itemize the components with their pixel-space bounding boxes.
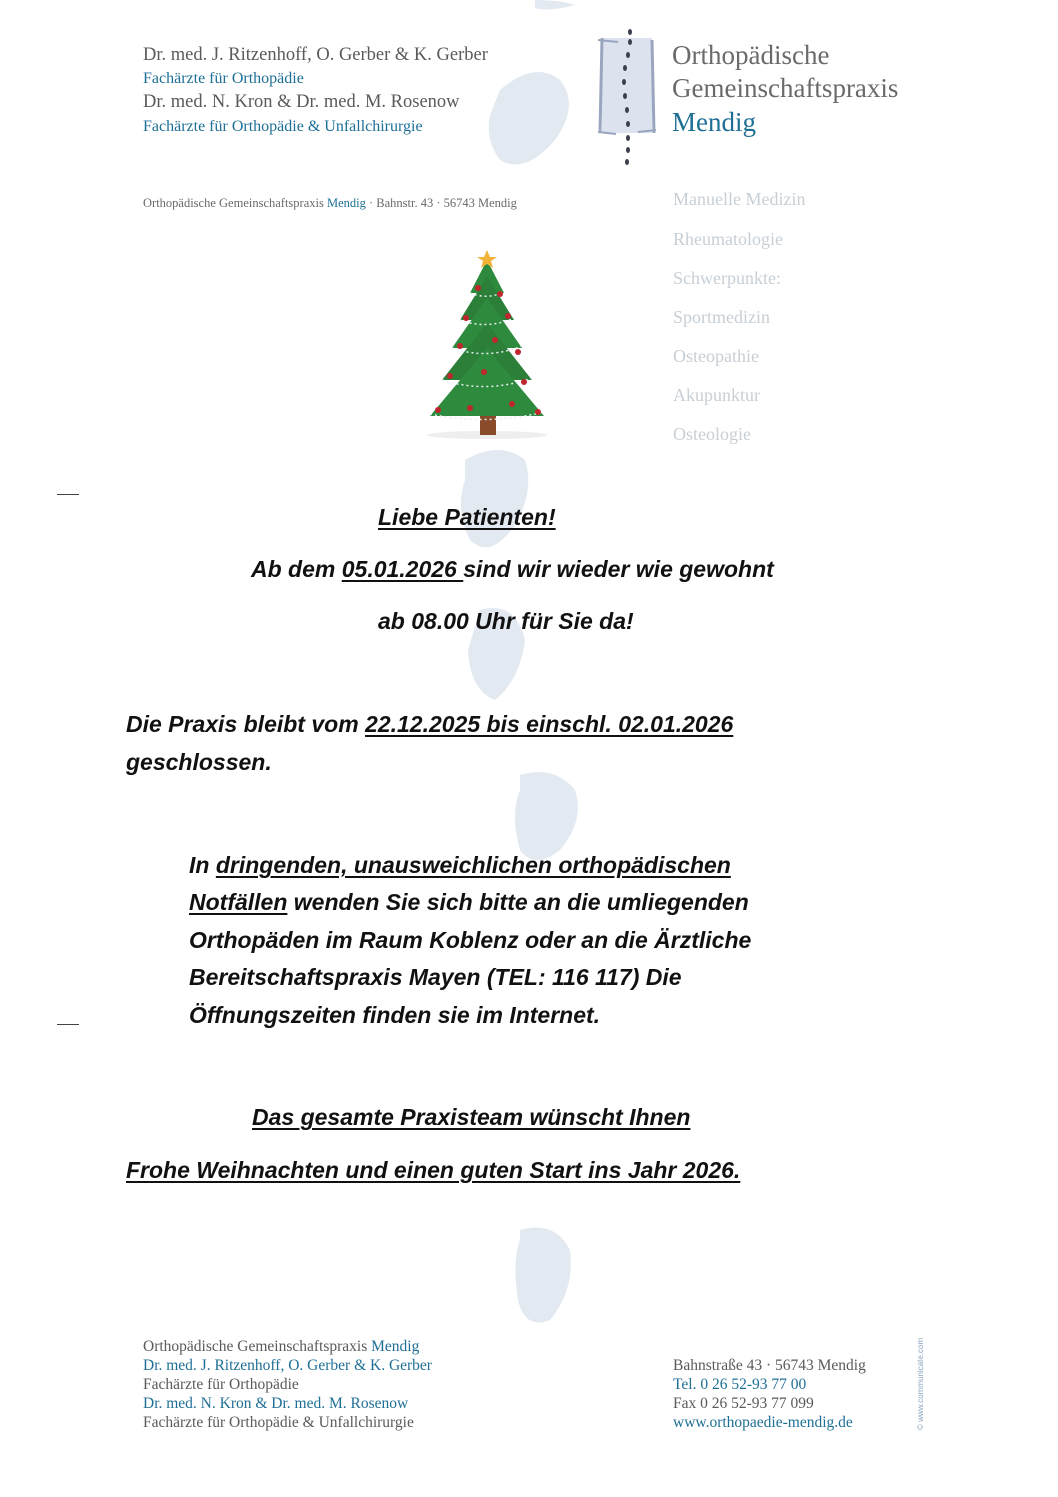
header-specialty-line2: Fachärzte für Orthopädie & Unfallchirurgie — [143, 118, 423, 135]
reopen-date: 05.01.2026 — [341, 556, 464, 582]
emergency-line3: Orthopäden im Raum Koblenz oder an die Ärztliche — [189, 927, 752, 953]
closed-prefix: Die Praxis bleibt vom — [126, 711, 366, 737]
copyright-note: © www.communicate.com — [916, 1337, 925, 1430]
footer-fax: Fax 0 26 52-93 77 099 — [673, 1395, 814, 1412]
emergency-rest-2: wenden Sie sich bitte an die umliegenden — [287, 889, 749, 915]
brand-line3: Mendig — [672, 107, 756, 137]
fold-mark — [57, 1024, 79, 1025]
specialty-item: Rheumatologie — [673, 229, 783, 249]
header-specialty-line1: Fachärzte für Orthopädie — [143, 70, 304, 87]
footer-practice-prefix: Orthopädische Gemeinschaftspraxis — [143, 1338, 372, 1355]
specialty-item: Sportmedizin — [673, 307, 770, 327]
footer-practice — [143, 1337, 419, 1356]
greeting — [378, 498, 556, 536]
address-prefix: Orthopädische Gemeinschaftspraxis — [143, 196, 327, 210]
spine-logo-icon — [594, 28, 664, 170]
footer-practice-town: Mendig — [371, 1338, 420, 1355]
emergency-underlined-1: dringenden, unausweichlichen orthopädischen — [215, 852, 731, 878]
closed-range: 22.12.2025 bis einschl. 02.01.2026 — [365, 711, 734, 737]
address-town: Mendig — [326, 196, 366, 210]
wishes-text-2: Frohe Weihnachten und einen guten Start ins Jahr 2026. — [126, 1157, 741, 1183]
spine-watermark — [440, 0, 610, 1497]
closed-line — [126, 705, 733, 743]
footer-street: Bahnstraße 43 · 56743 Mendig — [673, 1357, 866, 1374]
specialty-item: Manuelle Medizin — [673, 189, 806, 209]
footer-doctors-line1: Dr. med. J. Ritzenhoff, O. Gerber & K. Gerber — [143, 1357, 432, 1374]
footer-specialty-line2: Fachärzte für Orthopädie & Unfallchirurgie — [143, 1414, 414, 1431]
header-address — [143, 196, 517, 211]
reopen-time: ab 08.00 Uhr für Sie da! — [378, 608, 634, 634]
specialty-item: Osteopathie — [673, 346, 759, 366]
footer-tel: Tel. 0 26 52-93 77 00 — [673, 1376, 807, 1393]
header-doctors-line2: Dr. med. N. Kron & Dr. med. M. Rosenow — [143, 92, 460, 112]
emergency-line1 — [189, 846, 731, 884]
wishes-text-1: Das gesamte Praxisteam wünscht Ihnen — [252, 1104, 691, 1130]
closed-suffix: geschlossen. — [126, 749, 272, 775]
wishes-line1 — [252, 1098, 690, 1136]
emergency-prefix: In — [189, 852, 216, 878]
emergency-line4: Bereitschaftspraxis Mayen (TEL: 116 117) Die — [189, 964, 682, 990]
specialty-item: Schwerpunkte: — [673, 268, 781, 288]
address-suffix: · Bahnstr. 43 · 56743 Mendig — [365, 196, 517, 210]
reopen-prefix: Ab dem — [251, 556, 342, 582]
wishes-line2 — [126, 1151, 740, 1189]
emergency-line2 — [189, 883, 749, 921]
brand-line2: Gemeinschaftspraxis — [672, 73, 899, 103]
emergency-underlined-2: Notfällen — [189, 889, 288, 915]
footer-specialty-line1: Fachärzte für Orthopädie — [143, 1376, 299, 1393]
christmas-tree-icon — [420, 248, 555, 443]
greeting-text: Liebe Patienten! — [378, 504, 556, 530]
reopen-suffix: sind wir wieder wie gewohnt — [463, 556, 774, 582]
footer-web-link[interactable]: www.orthopaedie-mendig.de — [673, 1414, 853, 1431]
fold-mark — [57, 494, 79, 495]
specialty-item: Osteologie — [673, 424, 751, 444]
reopen-line — [251, 550, 774, 588]
footer-doctors-line2: Dr. med. N. Kron & Dr. med. M. Rosenow — [143, 1395, 409, 1412]
header-doctors-line1: Dr. med. J. Ritzenhoff, O. Gerber & K. Gerber — [143, 45, 488, 65]
emergency-line5: Öffnungszeiten finden sie im Internet. — [189, 1002, 601, 1028]
specialty-item: Akupunktur — [673, 385, 760, 405]
brand-line1: Orthopädische — [672, 40, 830, 70]
